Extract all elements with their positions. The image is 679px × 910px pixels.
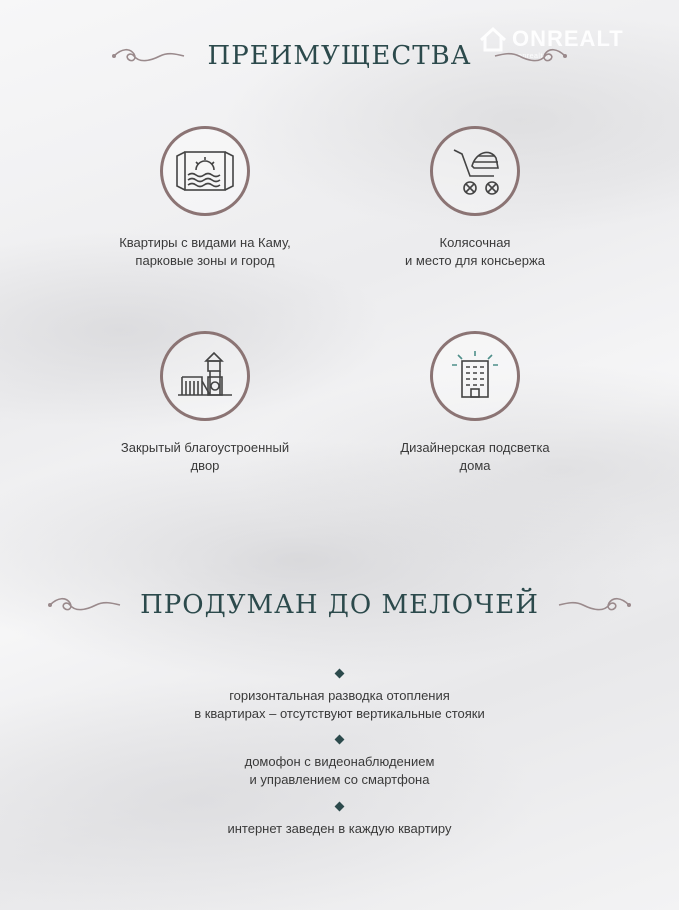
feature-courtyard (75, 331, 335, 475)
advantages-heading-row (0, 38, 679, 74)
playground-icon (174, 345, 236, 407)
feature-text-line1: Квартиры с видами на Каму, (119, 235, 291, 250)
detail-item-internet (0, 803, 679, 838)
lit-building-icon (444, 345, 506, 407)
detail-text-line2: в квартирах – отсутствуют вертикальные стояки (194, 706, 485, 721)
feature-text-line2: дома (459, 458, 491, 473)
feature-icon-circle (430, 126, 520, 216)
feature-text-line2: и место для консьержа (405, 253, 545, 268)
feature-text-line2: двор (190, 458, 220, 473)
stroller-icon (444, 140, 506, 202)
watermark-subtext: onrealt.ru (518, 53, 553, 60)
feature-lighting (345, 331, 605, 475)
diamond-bullet-icon (335, 669, 345, 679)
detail-text-line1: домофон с видеонаблюдением (244, 754, 435, 769)
diamond-bullet-icon (335, 735, 345, 745)
feature-text-line1: Закрытый благоустроенный (120, 440, 290, 455)
detail-text-line1: интернет заведен в каждую квартиру (227, 821, 452, 836)
detail-item-heating (0, 670, 679, 723)
feature-text-line1: Дизайнерская подсветка (400, 440, 550, 455)
left-flourish-icon (48, 593, 122, 617)
details-title: ПРОДУМАН ДО МЕЛОЧЕЙ (140, 590, 539, 620)
advantages-title: ПРЕИМУЩЕСТВА (207, 41, 472, 71)
detail-text-line1: горизонтальная разводка отопления (229, 688, 450, 703)
feature-icon-circle (160, 331, 250, 421)
details-heading-row (0, 586, 679, 624)
feature-text-line1: Колясочная (439, 235, 511, 250)
left-flourish-icon (112, 44, 186, 68)
diamond-bullet-icon (335, 802, 345, 812)
feature-icon-circle (160, 126, 250, 216)
window-view-icon (174, 140, 236, 202)
right-flourish-icon (493, 44, 567, 68)
watermark-text: ONREALT (512, 26, 624, 51)
feature-icon-circle (430, 331, 520, 421)
feature-text-line2: парковые зоны и город (135, 253, 275, 268)
right-flourish-icon (557, 593, 631, 617)
feature-window-view (75, 126, 335, 270)
feature-stroller (345, 126, 605, 270)
detail-text-line2: и управлением со смартфона (249, 772, 430, 787)
detail-item-intercom (0, 736, 679, 789)
